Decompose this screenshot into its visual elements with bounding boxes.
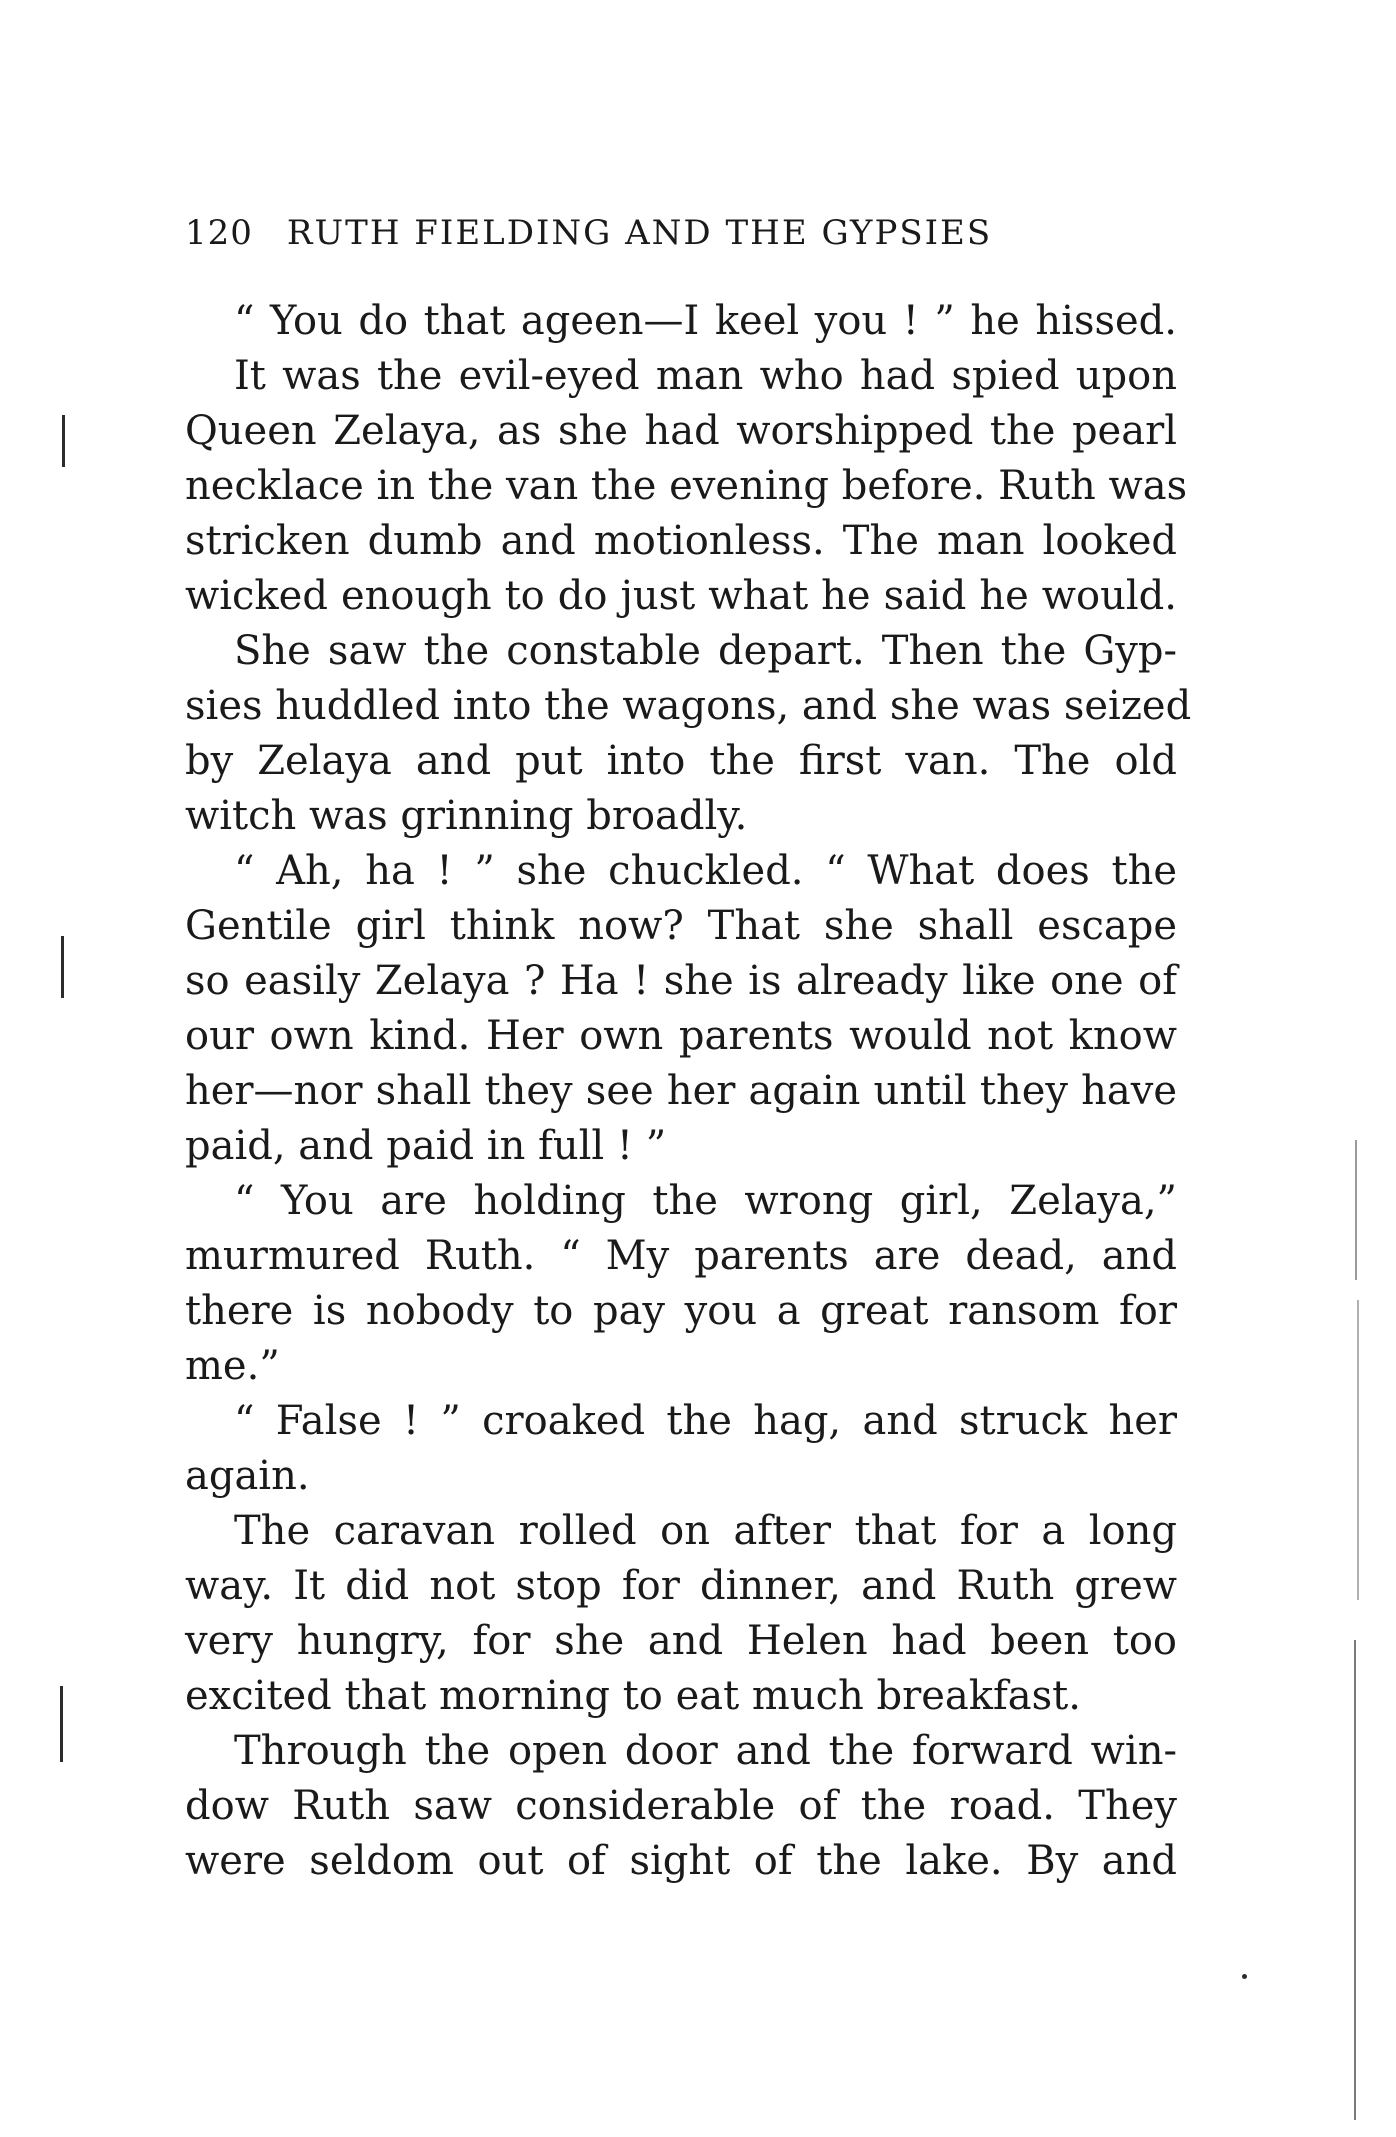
scan-artifact-mark xyxy=(60,1686,63,1762)
scan-artifact-mark xyxy=(61,936,64,998)
text-line: Gentile girl think now? That she shall escape xyxy=(185,903,1177,949)
scan-artifact-mark xyxy=(1354,1640,1356,2120)
text-line: She saw the constable depart. Then the Gyp- xyxy=(234,628,1177,674)
text-line: there is nobody to pay you a great ransom for xyxy=(185,1288,1177,1334)
running-title: RUTH FIELDING AND THE GYPSIES xyxy=(286,213,993,253)
text-line: excited that morning to eat much breakfast. xyxy=(185,1673,1081,1719)
text-line: very hungry, for she and Helen had been too xyxy=(185,1618,1177,1664)
text-line: our own kind. Her own parents would not know xyxy=(185,1013,1177,1059)
text-line: “ False ! ” croaked the hag, and struck her xyxy=(234,1398,1177,1444)
text-line: “ You are holding the wrong girl, Zelaya,” xyxy=(234,1178,1177,1224)
text-line: way. It did not stop for dinner, and Ruth grew xyxy=(185,1563,1177,1609)
text-line: sies huddled into the wagons, and she was seized xyxy=(185,683,1192,729)
text-line: her—nor shall they see her again until they have xyxy=(185,1068,1177,1114)
text-line: It was the evil-eyed man who had spied upon xyxy=(234,353,1177,399)
text-line: murmured Ruth. “ My parents are dead, and xyxy=(185,1233,1177,1279)
page-number: 120 xyxy=(185,213,253,253)
running-head xyxy=(185,208,1170,258)
scan-artifact-mark xyxy=(62,415,65,467)
text-line: Through the open door and the forward win- xyxy=(234,1728,1177,1774)
text-line: witch was grinning broadly. xyxy=(185,793,748,839)
text-body xyxy=(185,294,1192,1889)
scan-artifact-mark xyxy=(1355,1140,1357,1280)
text-line: stricken dumb and motionless. The man looked xyxy=(185,518,1177,564)
text-line: Queen Zelaya, as she had worshipped the pearl xyxy=(185,408,1177,454)
scan-artifact-dot xyxy=(1242,1974,1247,1979)
text-line: paid, and paid in full ! ” xyxy=(185,1123,667,1169)
text-line: so easily Zelaya ? Ha ! she is already like one of xyxy=(185,958,1177,1004)
text-line: wicked enough to do just what he said he would. xyxy=(185,573,1177,619)
text-line: me.” xyxy=(185,1343,280,1389)
text-line: again. xyxy=(185,1453,310,1499)
text-line: dow Ruth saw considerable of the road. They xyxy=(185,1783,1177,1829)
text-line: “ Ah, ha ! ” she chuckled. “ What does the xyxy=(234,848,1177,894)
text-line: were seldom out of sight of the lake. By and xyxy=(185,1838,1177,1884)
text-line: “ You do that ageen—I keel you ! ” he hissed. xyxy=(234,298,1177,344)
text-line: The caravan rolled on after that for a long xyxy=(234,1508,1177,1554)
text-line: necklace in the van the evening before. Ruth was xyxy=(185,463,1188,509)
scan-artifact-mark xyxy=(1357,1300,1359,1600)
text-line: by Zelaya and put into the first van. The old xyxy=(185,738,1177,784)
